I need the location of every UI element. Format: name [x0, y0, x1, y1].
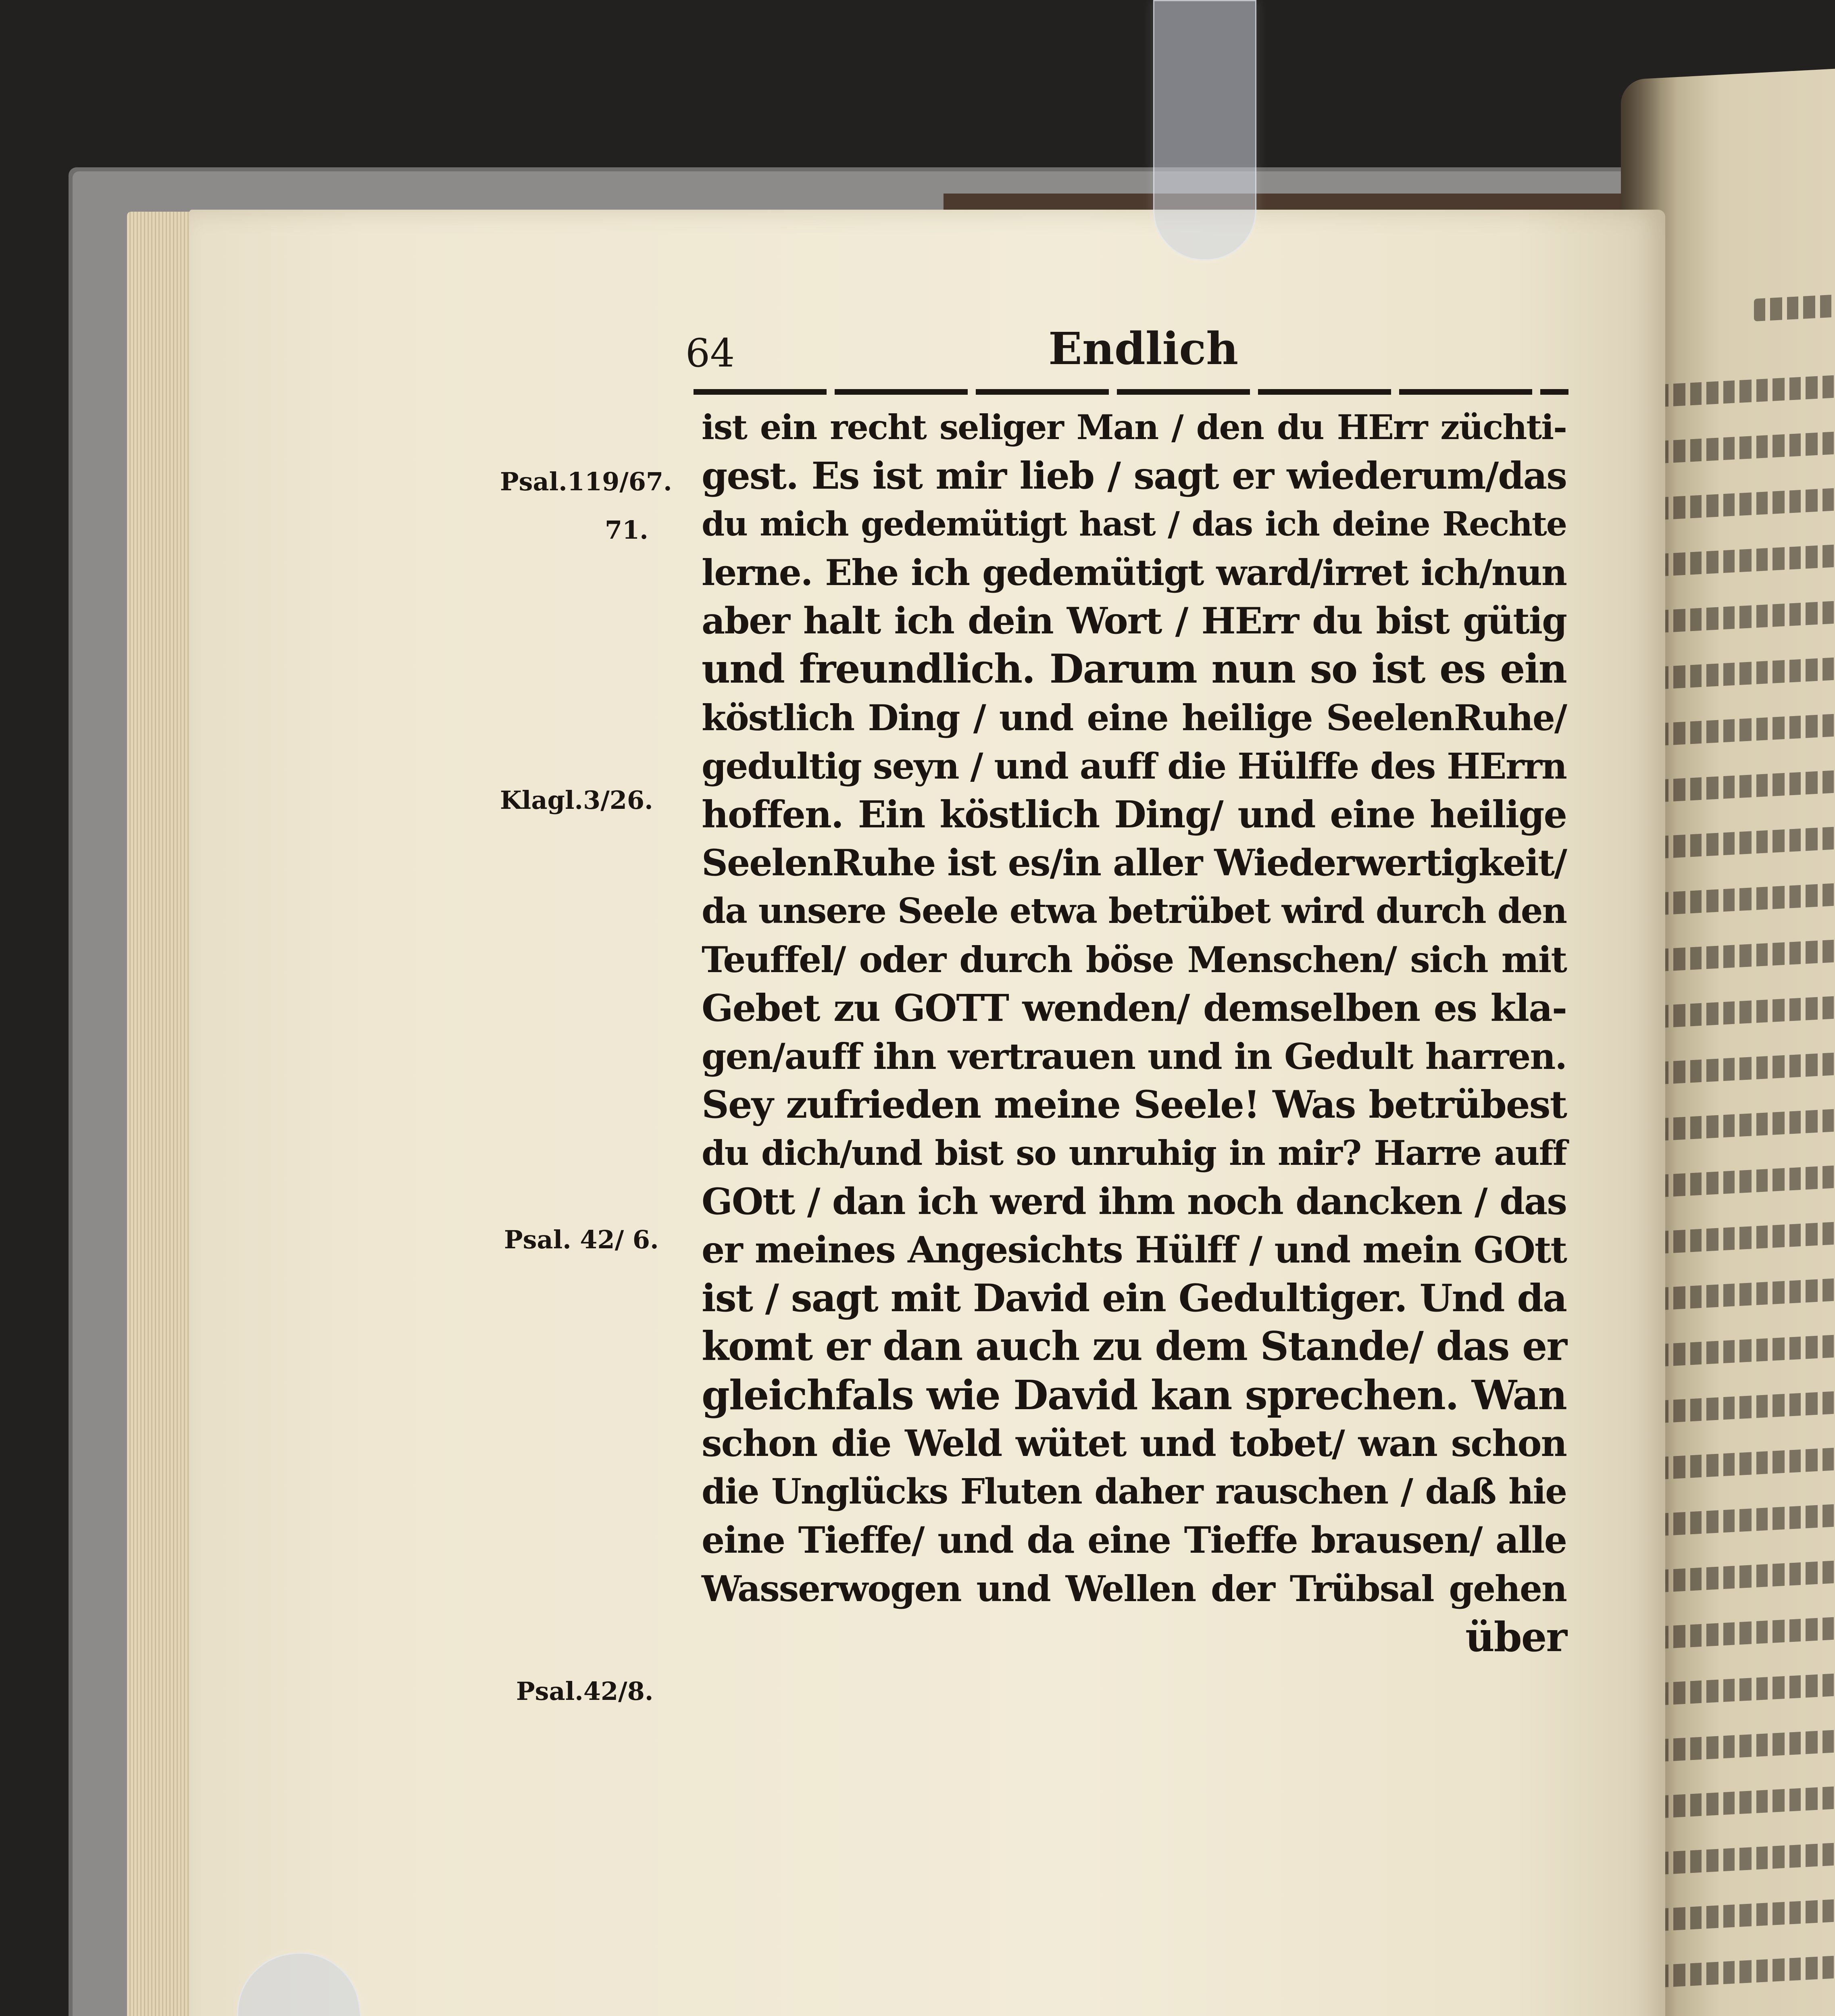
facing-page-line [1657, 1615, 1835, 1649]
margin-note: Psal.42/8. [516, 1677, 654, 1706]
text-line: Gebet zu GOTT wenden/ demselben es kla- [702, 986, 1566, 1030]
facing-page-line [1657, 1785, 1835, 1818]
text-line: GOtt / dan ich werd ihm noch dancken / das [702, 1180, 1566, 1223]
text-line: aber halt ich dein Wort / HErr du bist gütig [702, 600, 1566, 642]
facing-page-line [1657, 486, 1835, 520]
facing-page-line [1657, 881, 1835, 915]
facing-page-line [1657, 1841, 1835, 1874]
text-line: SeelenRuhe ist es/in aller Wiederwertigkeit/ [702, 841, 1566, 884]
header-rule [694, 389, 1568, 395]
text-line: gleichfals wie David kan sprechen. Wan [702, 1371, 1566, 1419]
facing-page-line [1657, 656, 1835, 689]
text-line: schon die Weld wütet und tobet/ wan schon [702, 1422, 1566, 1465]
facing-page-line [1657, 543, 1835, 576]
body-text [702, 403, 1566, 1661]
margin-note: Psal. 42/ 6. [504, 1225, 659, 1254]
facing-page-line [1657, 1107, 1835, 1141]
text-line: gedultig seyn / und auff die Hülffe des HErrn [702, 745, 1566, 787]
catchword: über [1465, 1613, 1566, 1661]
facing-page-line [1657, 1389, 1835, 1423]
facing-page-line [1657, 1220, 1835, 1254]
facing-page-line [1657, 373, 1835, 407]
facing-page-line [1657, 825, 1835, 858]
margin-note: 71. [605, 515, 648, 545]
text-line: die Unglücks Fluten daher rauschen / daß hie [702, 1471, 1566, 1512]
text-line: du mich gedemütigt hast / das ich deine Rechte [702, 505, 1566, 544]
running-head: Endlich [1048, 323, 1239, 375]
facing-page-line [1657, 994, 1835, 1028]
facing-page-line [1657, 1051, 1835, 1084]
page-number: 64 [685, 331, 735, 376]
text-line: und freundlich. Darum nun so ist es ein [702, 646, 1566, 692]
text-line: lerne. Ehe ich gedemütigt ward/irret ich/nun [702, 552, 1566, 594]
facing-page-line [1657, 1164, 1835, 1197]
facing-page-line [1657, 1559, 1835, 1592]
facing-page-line [1657, 1728, 1835, 1762]
facing-page-line [1657, 1333, 1835, 1366]
facing-page-line [1657, 938, 1835, 971]
text-line: komt er dan auch zu dem Stande/ das er [702, 1323, 1566, 1370]
margin-note: Klagl.3/26. [500, 785, 653, 815]
text-line: ist / sagt mit David ein Gedultiger. Und da [702, 1276, 1566, 1320]
text-line: ist ein recht seliger Man / den du HErr züchti- [702, 407, 1566, 447]
text-line: da unsere Seele etwa betrübet wird durch den [702, 891, 1566, 931]
text-line: Wasserwogen und Wellen der Trübsal gehen [702, 1568, 1566, 1610]
text-line: Teuffel/ oder durch böse Menschen/ sich mit [702, 939, 1566, 981]
facing-page-line [1657, 768, 1835, 802]
facing-page-line [1657, 599, 1835, 633]
facing-page-line [1657, 712, 1835, 746]
margin-note: Psal.119/67. [500, 467, 672, 496]
text-line: du dich/und bist so unruhig in mir? Harre auff [702, 1133, 1566, 1173]
facing-page-line [1657, 1502, 1835, 1536]
text-line: hoffen. Ein köstlich Ding/ und eine heilige [702, 793, 1566, 836]
tape-strip-top [1153, 0, 1256, 260]
facing-page-line [1657, 1277, 1835, 1310]
text-line: Sey zufrieden meine Seele! Was betrübest [702, 1083, 1566, 1127]
facing-page-line [1754, 293, 1835, 321]
text-line: eine Tieffe/ und da eine Tieffe brausen/ alle [702, 1519, 1566, 1562]
facing-page-line [1657, 1954, 1835, 1987]
facing-page-line [1657, 1446, 1835, 1479]
facing-page-line [1657, 1897, 1835, 1931]
text-line: gen/auff ihn vertrauen und in Gedult harren. [702, 1035, 1566, 1077]
text-line: er meines Angesichts Hülff / und mein GOtt [702, 1229, 1566, 1271]
facing-page-line [1657, 430, 1835, 463]
facing-page-line [1657, 1672, 1835, 1705]
text-line: gest. Es ist mir lieb / sagt er wiederum/das [702, 454, 1566, 498]
text-line: köstlich Ding / und eine heilige SeelenRuhe/ [702, 697, 1566, 739]
